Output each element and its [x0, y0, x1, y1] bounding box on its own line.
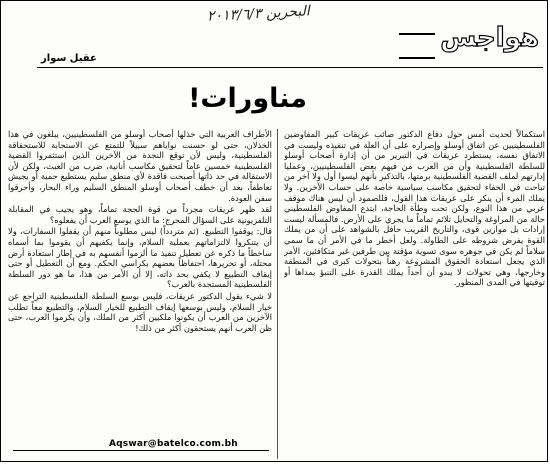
column-name: هواجس	[440, 23, 539, 53]
header-rule	[37, 67, 543, 68]
paragraph: قال: يوقفوا التطبيع. (ثم متردداً) ليس مطلوباً منهم أن يقفلوا السفارات، ولا أن يتنكروا لالتزاماتهم بعملية السلام، وإنما يكفيهم أن يقوموا بما أسماه ساخطاً ما ذكره عن تعطيل تنفيذ ما ألزموا أنفسهم به في إطار استعادة أرض محتلة، أو تحريرها، احتفاظاً بعضهم بكراسي الحكم. ومع أن التعطيل أو حتى إيقاف التطبيع لا يكفي بحد ذاته، إلا أن الأمر من هذا، ما هو دور السلطة الفلسطينية المستجدة بالعرب؟	[8, 226, 272, 290]
article-right-column	[284, 129, 545, 462]
column-logo	[395, 19, 545, 63]
paragraph: استكمالاً لحديث أمس حول دفاع الدكتور صائب عريقات كبير المفاوضين الفلسطينيين عن اتفاق أوسلو وإصراره على أن العلة في تنفيذه وليست في الاتفاق نفسه، يستطرد عريقات في التبرير من أن إدارة أصحاب أوسلو للسلطة الفلسطينية وأن من العرب من فيهم بعض الفلسطينيين، وعمليا إدارتهم لملف القضية الفلسطينية برمتها، بالتذكير بأنهم ليسوا أول ولا آخر من تباحث في الخفاء لتحقيق مكاسب سياسية خاصة على حساب الآخرين. ولا يملك المرء أن ينكر على عريقات هذا القول، فللصمود أن ليس هناك موقف عربي من هذا النوع، ولكن تحت وطأة الحاجة، ابتدع المفاوض الفلسطيني حالة من المراوغة والتحايل تلائم تماماً ما يجري على الأرض. فالمسألة ليست إرادات بل موازين قوى، والتاريخ القريب حافل بالشواهد على أن من يملك القوة يفرض شروطه على الطاولة. ولعل أخطر ما في الأمر أن ما سمي سلاماً لم يكن في جوهره سوى تسوية مؤقتة بين طرفين غير متكافئين، الأمر الذي يجعل استعادة الحقوق المشروعة رهناً بتحولات كبرى في المنطقة وخارجها، وهي تحولات لا يبدو أن أحداً يملك القدرة على التنبؤ بمداها أو توقيتها في المدى المنظور.	[284, 129, 545, 288]
footer-rule	[13, 450, 269, 451]
headline: مناورات!	[188, 83, 307, 114]
logo-decoration	[399, 33, 435, 59]
column-divider	[277, 129, 278, 459]
paragraph: الأطراف العربية التي خذلها أصحاب أوسلو من الفلسطينيين، يبلغون في هذا الخذلان، حتى لو حسنت نواياهم سبيلاً للتمتع عن الاستجابة للاستحقاقة الفلسطينية، وليس لأن توقع النجدة من الآخرين الذين استثمروا القضية الفلسطينية خمسين عاماً لتحقيق مكاسب أنانية، ضرب من العبث، ولكن لأن الاستقالة في حد ذاتها أصبحت فاقدة لأي منطق سليم يستطيع حمية أو يجيش تعاطفاً، بعد أن خطف أصحاب أوسلو المنطق السليم وراء البحار، وأحرقوا سفن العودة.	[8, 129, 272, 203]
paragraph: لا شيء يقول الدكتور عريقات، فليس بوسع السلطة الفلسطينية التراجع عن خيار السلام، وليس بوسعها إيقاف التطبيع للخيار السلام، والتطبيع معاً تطلب الآخرين من العرب أن يكونوا ملكيين أكثر من الملك، وأن يكرموا العرب، حتى ظن العرب أنهم يستحقون أكثر من ذلك!	[8, 290, 272, 333]
paragraph: لقد ظهر عريقات مجرداً من قوة الحجة تماماً، وهو يجيب في المقابلة التلفزيونية على السؤال المحرج: ما الذي يوسع العرب أن يفعلوه؟	[8, 204, 272, 225]
handwritten-date: البحرين ٢٠١٣/٦/٣	[206, 3, 311, 25]
author-name: عقيل سوار	[41, 53, 97, 64]
article-left-column	[8, 129, 272, 429]
author-email: Aqswar@batelco.com.bh	[109, 439, 238, 449]
